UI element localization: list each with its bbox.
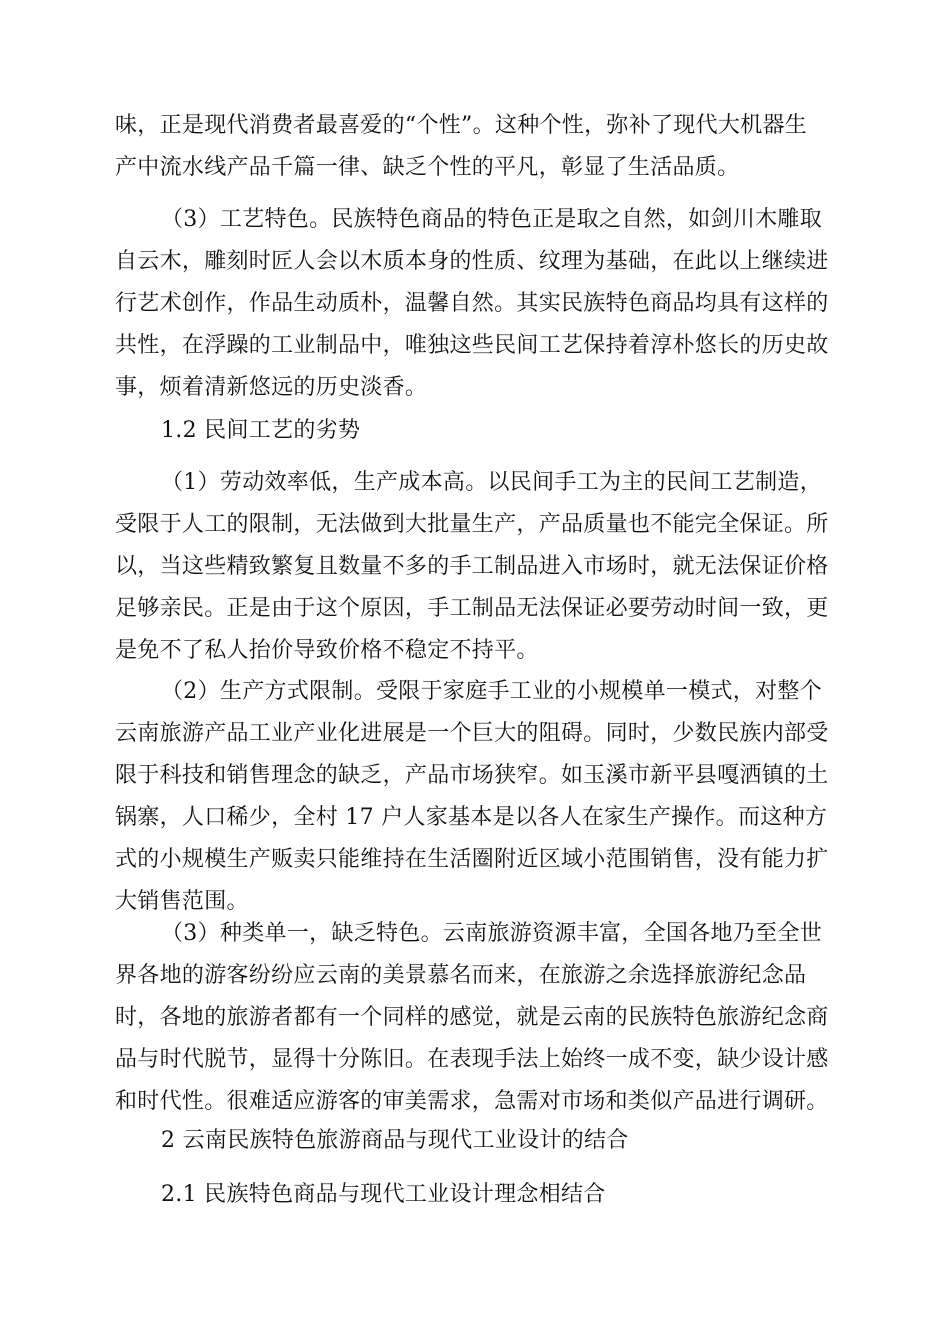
text-line: 事，烦着清新悠远的历史淡香。 [115, 375, 428, 400]
text-line: 行艺术创作，作品生动质朴，温馨自然。其实民族特色商品均具有这样的 [115, 291, 829, 316]
text-line: （3）工艺特色。民族特色商品的特色正是取之自然，如剑川木雕取 [161, 207, 822, 232]
text-line: 界各地的游客纷纷应云南的美景慕名而来，在旅游之余选择旅游纪念品 [115, 963, 807, 988]
text-line: 自云木，雕刻时匠人会以木质本身的性质、纹理为基础，在此以上继续进 [115, 249, 829, 274]
heading-text: 1.2 民间工艺的劣势 [161, 418, 361, 443]
section-heading-2-1 [115, 1174, 835, 1216]
text-line: 时，各地的旅游者都有一个同样的感觉，就是云南的民族特色旅游纪念商 [115, 1005, 829, 1030]
text-line: 云南旅游产品工业产业化进展是一个巨大的阻碍。同时，少数民族内部受 [115, 721, 829, 746]
text-line: 品与时代脱节，显得十分陈旧。在表现手法上始终一成不变，缺少设计感 [115, 1047, 829, 1072]
text-line: （2）生产方式限制。受限于家庭手工业的小规模单一模式，对整个 [161, 679, 822, 704]
section-heading-2 [115, 1120, 835, 1162]
text-line: 式的小规模生产贩卖只能维持在生活圈附近区域小范围销售，没有能力扩 [115, 847, 829, 872]
text-line: （1）劳动效率低，生产成本高。以民间手工为主的民间工艺制造， [161, 470, 822, 495]
text-line: 和时代性。很难适应游客的审美需求，急需对市场和类似产品进行调研。 [115, 1089, 829, 1114]
text-line: 大销售范围。 [115, 889, 249, 914]
text-line: 锅寨，人口稀少，全村 17 户人家基本是以各人在家生产操作。而这种方 [115, 805, 828, 830]
text-line: 味，正是现代消费者最喜爱的“个性”。这种个性，弥补了现代大机器生 [115, 113, 808, 138]
paragraph-production-limits [115, 671, 835, 923]
heading-text: 2 云南民族特色旅游商品与现代工业设计的结合 [161, 1128, 629, 1153]
text-line: 受限于人工的限制，无法做到大批量生产，产品质量也不能完全保证。所 [115, 512, 829, 537]
paragraph-continuation [115, 105, 835, 189]
paragraph-low-efficiency [115, 462, 835, 672]
text-line: 限于科技和销售理念的缺乏，产品市场狭窄。如玉溪市新平县嘎洒镇的土 [115, 763, 829, 788]
text-line: 共性，在浮躁的工业制品中，唯独这些民间工艺保持着淳朴悠长的历史故 [115, 333, 829, 358]
text-line: 是免不了私人抬价导致价格不稳定不持平。 [115, 638, 539, 663]
paragraph-single-type [115, 913, 835, 1123]
heading-text: 2.1 民族特色商品与现代工业设计理念相结合 [161, 1182, 606, 1207]
text-line: 以，当这些精致繁复且数量不多的手工制品进入市场时，就无法保证价格 [115, 554, 829, 579]
paragraph-craft-features [115, 199, 835, 409]
section-heading-1-2 [115, 410, 835, 452]
text-line: 足够亲民。正是由于这个原因，手工制品无法保证必要劳动时间一致，更 [115, 596, 829, 621]
text-line: 产中流水线产品千篇一律、缺乏个性的平凡，彰显了生活品质。 [115, 155, 740, 180]
text-line: （3）种类单一，缺乏特色。云南旅游资源丰富，全国各地乃至全世 [161, 921, 822, 946]
